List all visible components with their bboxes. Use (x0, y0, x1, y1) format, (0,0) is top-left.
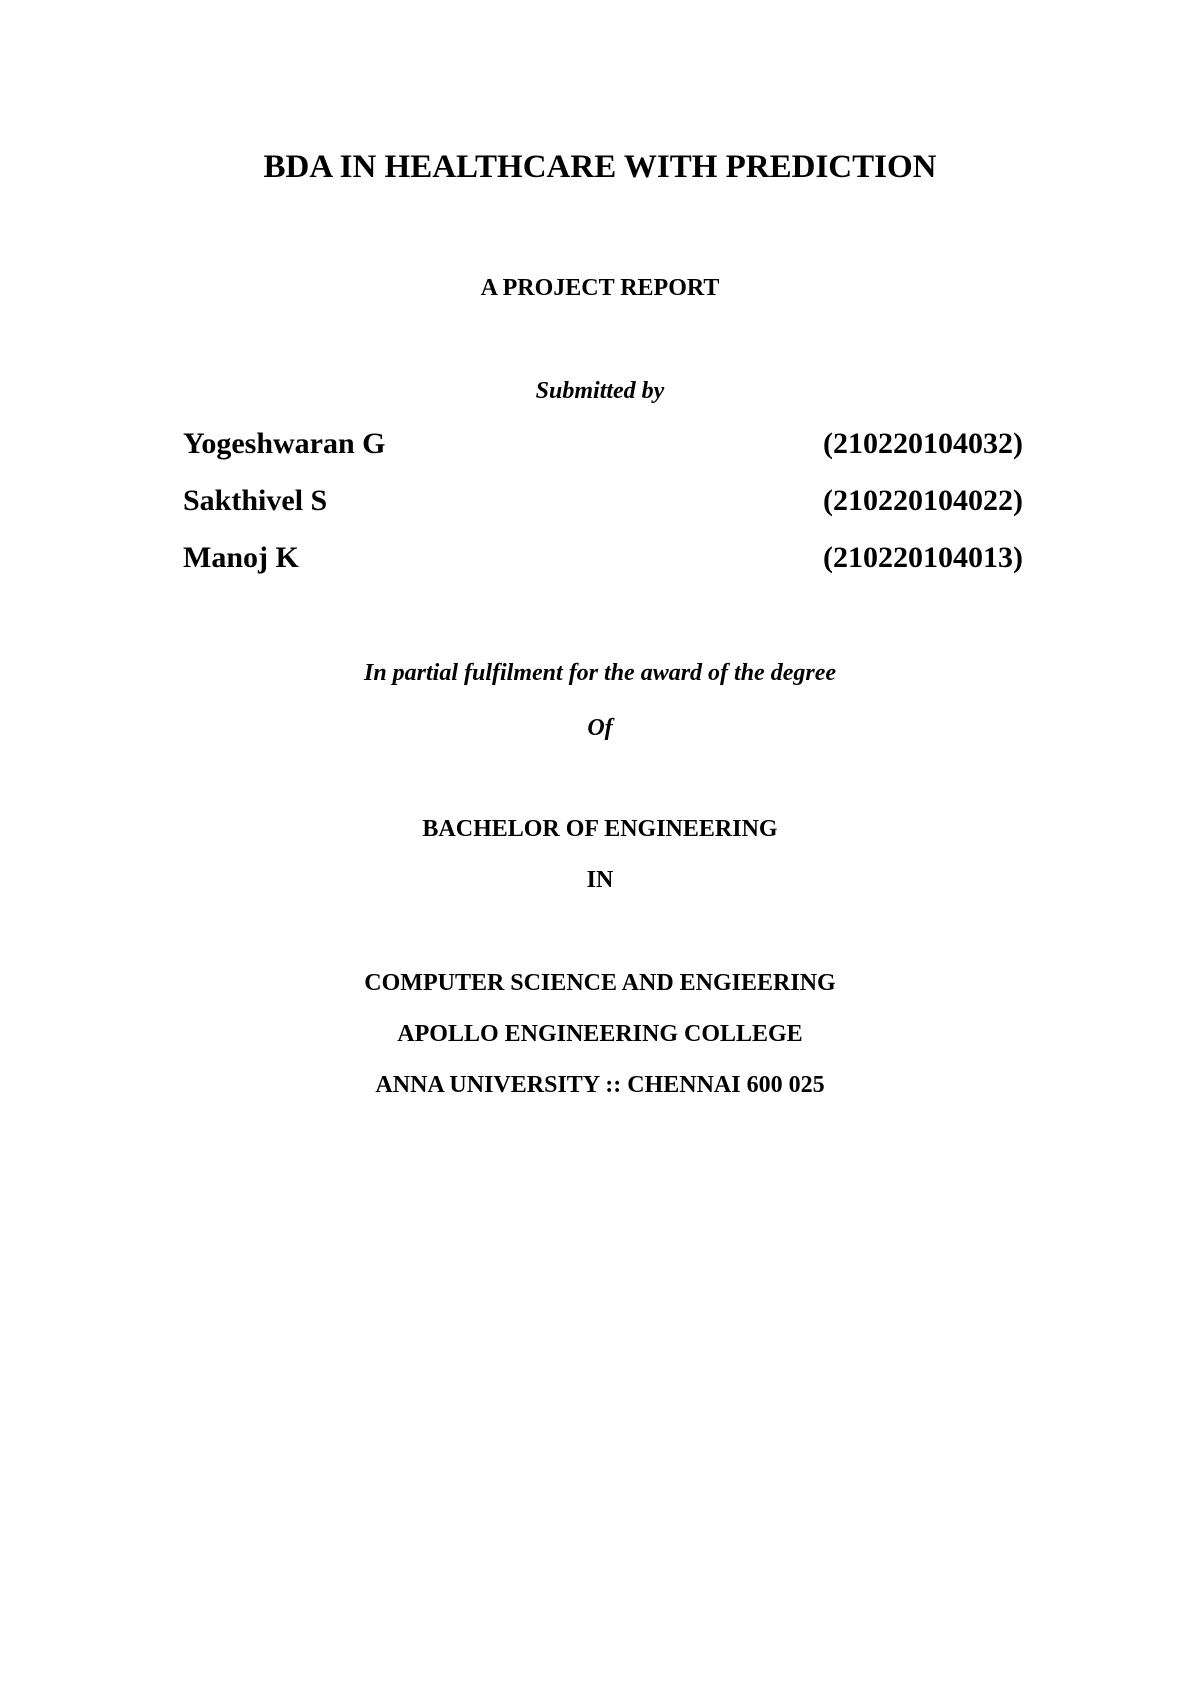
of-label: Of (587, 715, 613, 741)
student-row (183, 486, 1023, 520)
report-type: A PROJECT REPORT (480, 275, 720, 301)
student-row (183, 543, 1023, 577)
student-reg-no: (210220104022) (823, 484, 1023, 517)
submitted-by-label: Submitted by (535, 378, 665, 404)
degree-name: BACHELOR OF ENGINEERING (422, 816, 778, 842)
report-title: BDA IN HEALTHCARE WITH PREDICTION (263, 149, 937, 185)
student-name: Yogeshwaran G (183, 427, 386, 460)
branch-name: COMPUTER SCIENCE AND ENGIEERING (364, 970, 836, 996)
student-name: Sakthivel S (183, 484, 328, 517)
student-reg-no: (210220104032) (823, 427, 1023, 460)
college-name: APOLLO ENGINEERING COLLEGE (397, 1021, 803, 1047)
university-name: ANNA UNIVERSITY :: CHENNAI 600 025 (375, 1072, 825, 1098)
student-row (183, 429, 1023, 463)
fulfilment-statement: In partial fulfilment for the award of the degree (363, 660, 836, 686)
student-reg-no: (210220104013) (823, 541, 1023, 574)
student-name: Manoj K (183, 541, 299, 574)
in-label: IN (586, 867, 614, 893)
